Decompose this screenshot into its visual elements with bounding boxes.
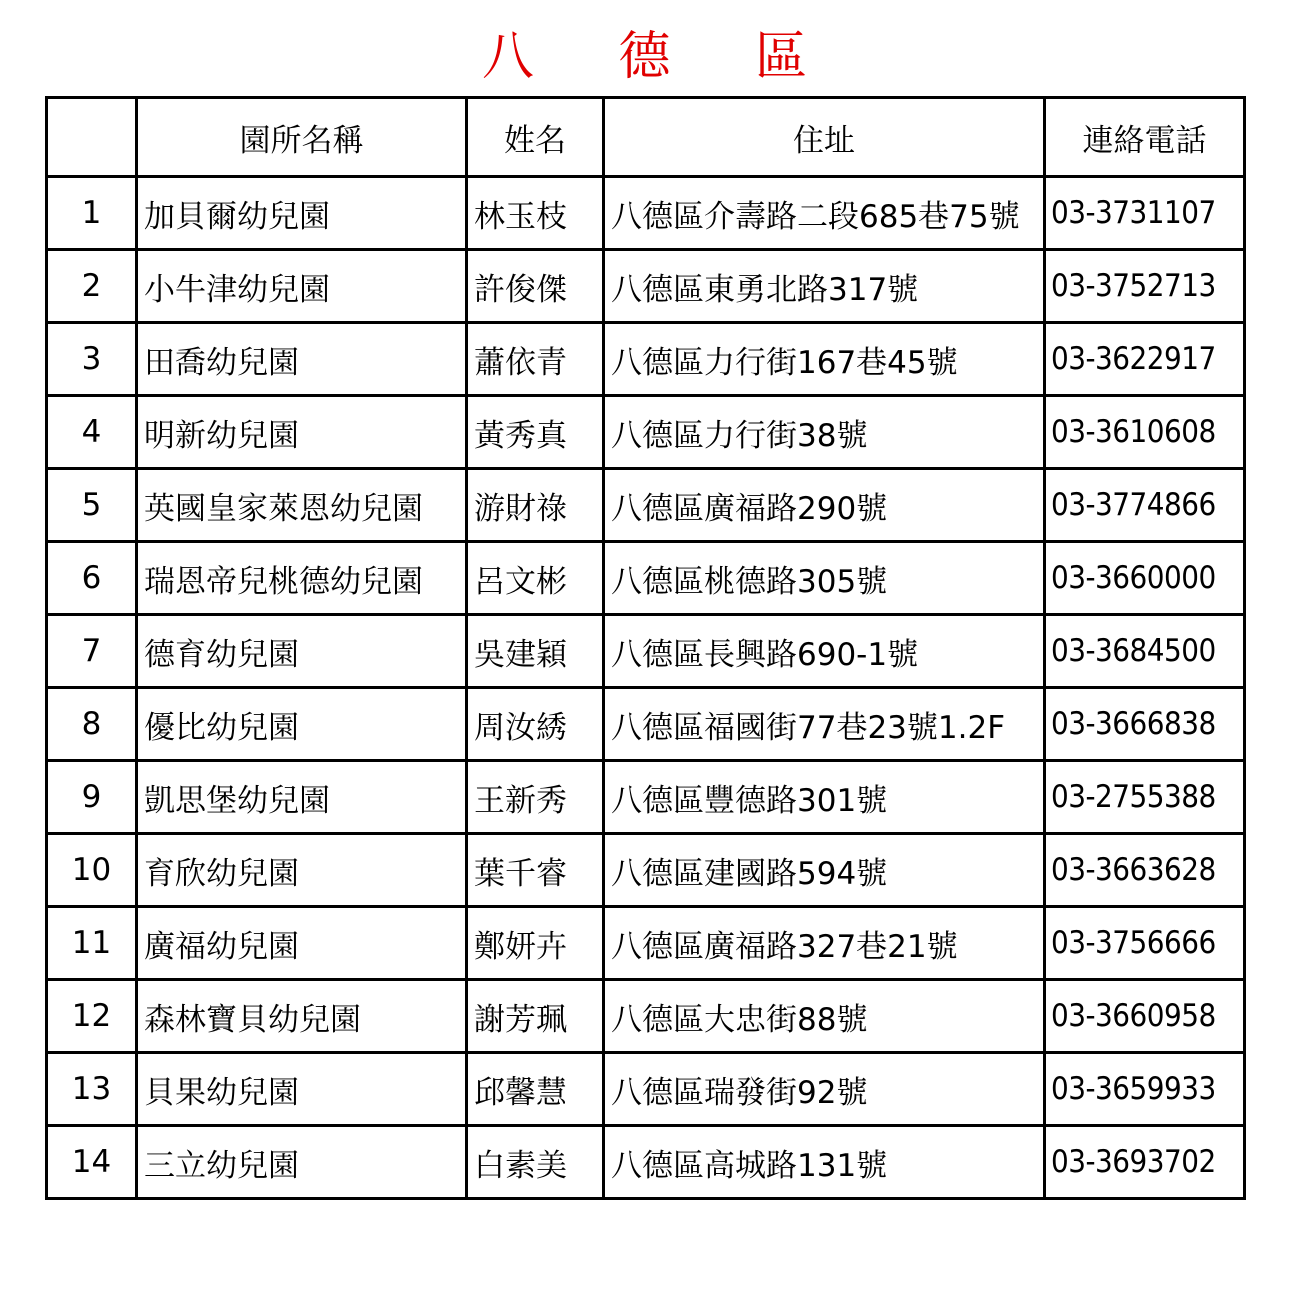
kindergarten-name: 貝果幼兒園	[137, 1053, 467, 1126]
address: 八德區力行街38號	[604, 396, 1045, 469]
row-number: 8	[47, 688, 137, 761]
person-name: 謝芳珮	[467, 980, 604, 1053]
table-row	[47, 1126, 1245, 1199]
table-row	[47, 688, 1245, 761]
phone: 03-3693702	[1045, 1126, 1245, 1199]
row-number: 7	[47, 615, 137, 688]
table-row	[47, 615, 1245, 688]
kindergarten-name: 英國皇家萊恩幼兒園	[137, 469, 467, 542]
row-number: 14	[47, 1126, 137, 1199]
phone: 03-3663628	[1045, 834, 1245, 907]
address: 八德區東勇北路317號	[604, 250, 1045, 323]
header-number	[47, 98, 137, 177]
person-name: 林玉枝	[467, 177, 604, 250]
person-name: 呂文彬	[467, 542, 604, 615]
person-name: 白素美	[467, 1126, 604, 1199]
address: 八德區廣福路327巷21號	[604, 907, 1045, 980]
person-name: 王新秀	[467, 761, 604, 834]
page-title: 八 德 區	[481, 27, 842, 87]
kindergarten-name: 德育幼兒園	[137, 615, 467, 688]
address: 八德區高城路131號	[604, 1126, 1045, 1199]
table-row	[47, 542, 1245, 615]
row-number: 9	[47, 761, 137, 834]
kindergarten-name: 育欣幼兒園	[137, 834, 467, 907]
table-row	[47, 1053, 1245, 1126]
kindergarten-name: 瑞恩帝兒桃德幼兒園	[137, 542, 467, 615]
row-number: 12	[47, 980, 137, 1053]
table-header-row	[47, 98, 1245, 177]
phone: 03-3660000	[1045, 542, 1245, 615]
phone: 03-3666838	[1045, 688, 1245, 761]
person-name: 吳建穎	[467, 615, 604, 688]
row-number: 1	[47, 177, 137, 250]
table-row	[47, 177, 1245, 250]
address: 八德區介壽路二段685巷75號	[604, 177, 1045, 250]
person-name: 邱馨慧	[467, 1053, 604, 1126]
person-name: 葉千睿	[467, 834, 604, 907]
kindergarten-name: 加貝爾幼兒園	[137, 177, 467, 250]
phone: 03-3659933	[1045, 1053, 1245, 1126]
row-number: 13	[47, 1053, 137, 1126]
kindergarten-name: 田喬幼兒園	[137, 323, 467, 396]
phone: 03-3660958	[1045, 980, 1245, 1053]
table-row	[47, 834, 1245, 907]
row-number: 6	[47, 542, 137, 615]
table-row	[47, 396, 1245, 469]
row-number: 4	[47, 396, 137, 469]
address: 八德區大忠街88號	[604, 980, 1045, 1053]
header-person-name: 姓名	[467, 98, 604, 177]
kindergarten-name: 廣福幼兒園	[137, 907, 467, 980]
row-number: 11	[47, 907, 137, 980]
header-address: 住址	[604, 98, 1045, 177]
header-phone: 連絡電話	[1045, 98, 1245, 177]
table-row	[47, 980, 1245, 1053]
table-row	[47, 761, 1245, 834]
address: 八德區福國街77巷23號1.2F	[604, 688, 1045, 761]
phone: 03-3610608	[1045, 396, 1245, 469]
table-row	[47, 907, 1245, 980]
kindergarten-table	[45, 96, 1246, 1200]
phone: 03-3752713	[1045, 250, 1245, 323]
phone: 03-3756666	[1045, 907, 1245, 980]
phone: 03-3622917	[1045, 323, 1245, 396]
phone: 03-3731107	[1045, 177, 1245, 250]
row-number: 10	[47, 834, 137, 907]
person-name: 蕭依青	[467, 323, 604, 396]
kindergarten-name: 明新幼兒園	[137, 396, 467, 469]
table-row	[47, 250, 1245, 323]
phone: 03-2755388	[1045, 761, 1245, 834]
address: 八德區瑞發街92號	[604, 1053, 1045, 1126]
address: 八德區豐德路301號	[604, 761, 1045, 834]
person-name: 周汝綉	[467, 688, 604, 761]
address: 八德區力行街167巷45號	[604, 323, 1045, 396]
row-number: 3	[47, 323, 137, 396]
table-row	[47, 469, 1245, 542]
kindergarten-name: 優比幼兒園	[137, 688, 467, 761]
address: 八德區長興路690-1號	[604, 615, 1045, 688]
address: 八德區桃德路305號	[604, 542, 1045, 615]
kindergarten-name: 凱思堡幼兒園	[137, 761, 467, 834]
person-name: 游財祿	[467, 469, 604, 542]
table-row	[47, 323, 1245, 396]
kindergarten-name: 森林寶貝幼兒園	[137, 980, 467, 1053]
kindergarten-name: 小牛津幼兒園	[137, 250, 467, 323]
address: 八德區建國路594號	[604, 834, 1045, 907]
table-body	[47, 177, 1245, 1199]
person-name: 鄭妍卉	[467, 907, 604, 980]
person-name: 許俊傑	[467, 250, 604, 323]
person-name: 黃秀真	[467, 396, 604, 469]
address: 八德區廣福路290號	[604, 469, 1045, 542]
phone: 03-3684500	[1045, 615, 1245, 688]
kindergarten-name: 三立幼兒園	[137, 1126, 467, 1199]
header-kindergarten-name: 園所名稱	[137, 98, 467, 177]
row-number: 2	[47, 250, 137, 323]
phone: 03-3774866	[1045, 469, 1245, 542]
row-number: 5	[47, 469, 137, 542]
